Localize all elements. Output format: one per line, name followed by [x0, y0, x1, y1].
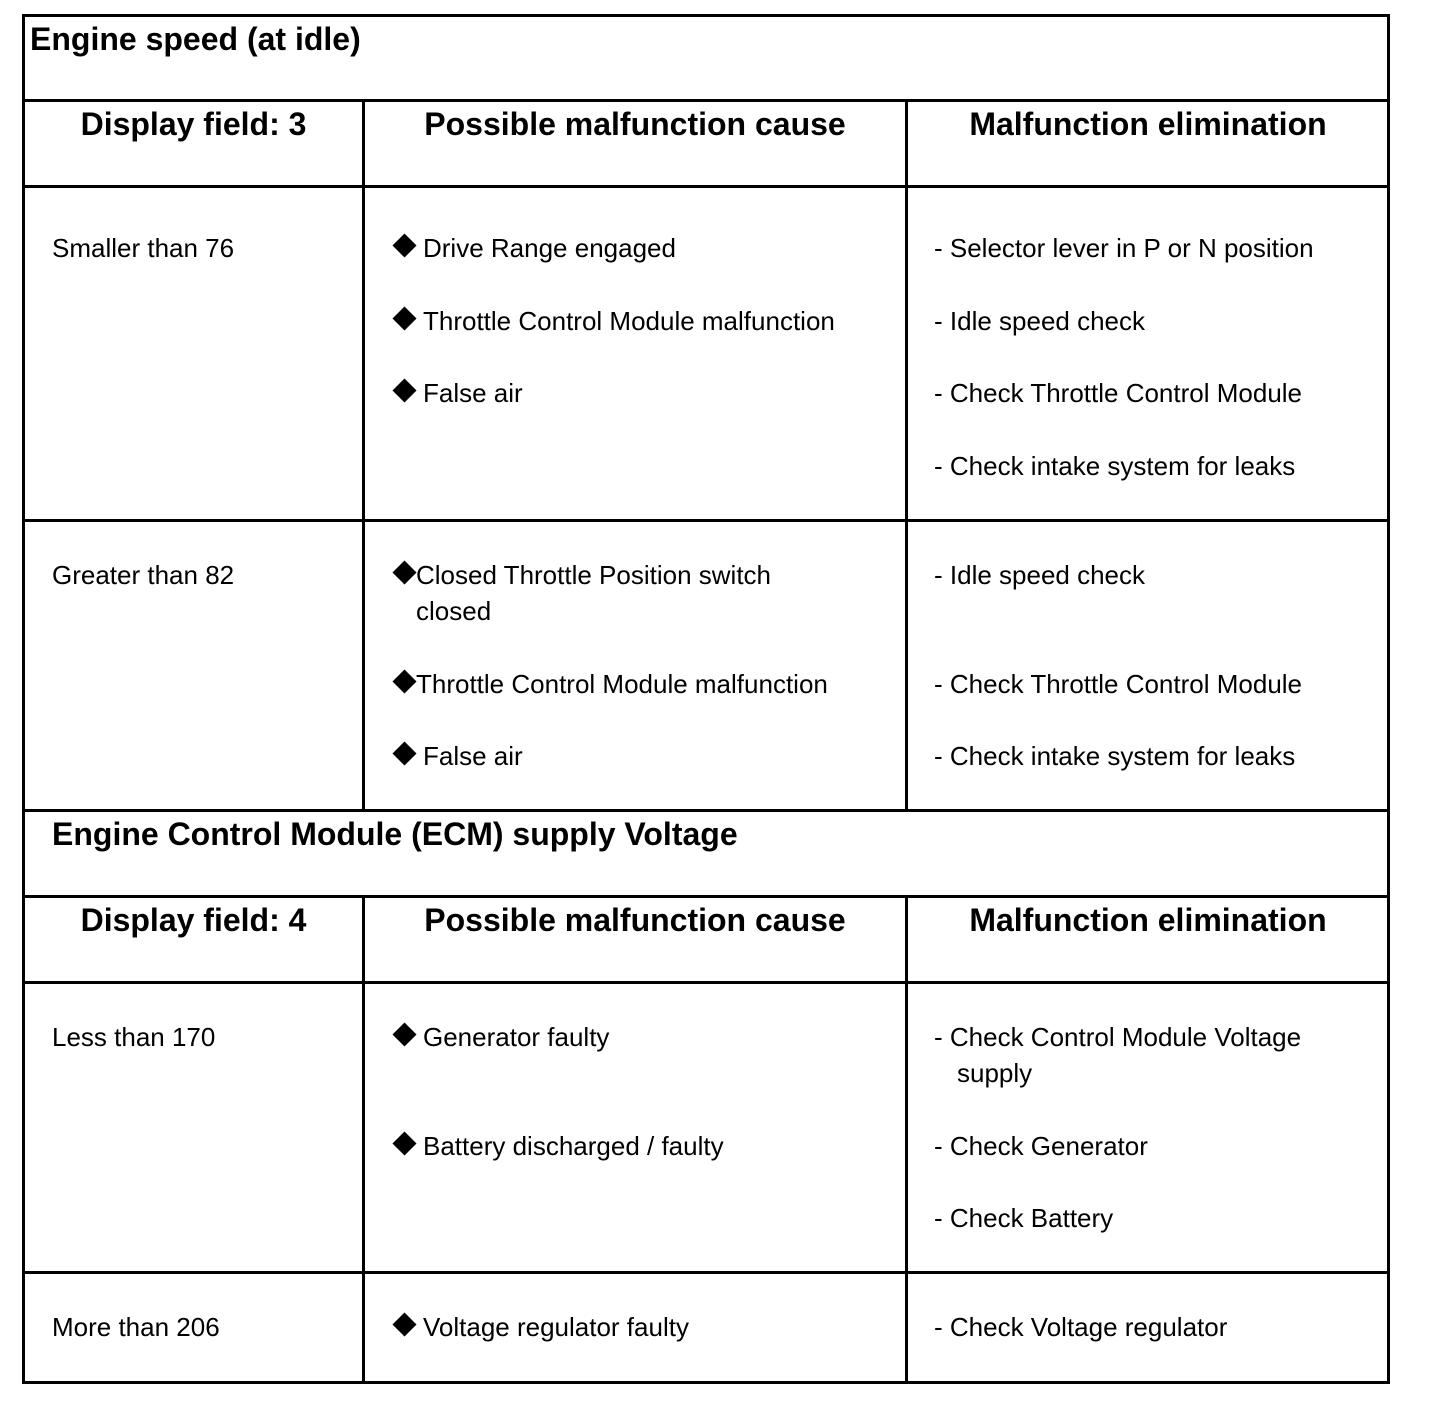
header-display-field: Display field: 3 — [80, 106, 307, 142]
elimination-item: - Check Throttle Control Module — [934, 378, 1303, 408]
column-divider — [362, 99, 365, 812]
diamond-bullet-icon — [392, 669, 416, 693]
header-cause: Possible malfunction cause — [424, 902, 846, 938]
cause-item: Throttle Control Module malfunction — [423, 306, 835, 336]
table-divider — [22, 895, 1390, 898]
column-divider — [905, 99, 908, 812]
elimination-item: - Check intake system for leaks — [934, 741, 1296, 771]
row-value: Less than 170 — [52, 1022, 216, 1052]
elimination-item: - Idle speed check — [934, 560, 1146, 590]
elimination-item: - Check Generator — [934, 1131, 1148, 1161]
table-border-left — [22, 14, 25, 1384]
table-divider — [22, 981, 1390, 984]
cause-item: Drive Range engaged — [423, 233, 676, 263]
elimination-item: - Check Control Module Voltage — [934, 1022, 1302, 1052]
table-divider — [22, 99, 1390, 102]
row-value: Greater than 82 — [52, 560, 235, 590]
header-elimination: Malfunction elimination — [969, 106, 1327, 142]
cause-item: Closed Throttle Position switch — [416, 560, 772, 590]
diamond-bullet-icon — [392, 306, 416, 330]
elimination-item: - Selector lever in P or N position — [934, 233, 1314, 263]
diamond-bullet-icon — [392, 1312, 416, 1336]
header-elimination: Malfunction elimination — [969, 902, 1327, 938]
table-border-top — [22, 14, 1390, 17]
cause-item: Battery discharged / faulty — [423, 1131, 724, 1161]
column-divider — [905, 895, 908, 1384]
cause-item: False air — [423, 741, 523, 771]
table-divider — [22, 519, 1390, 522]
cause-item-continued: closed — [416, 596, 492, 626]
diamond-bullet-icon — [392, 1022, 416, 1046]
elimination-item: - Check Throttle Control Module — [934, 669, 1303, 699]
elimination-item: - Idle speed check — [934, 306, 1146, 336]
table-border-bottom — [22, 1381, 1390, 1384]
diamond-bullet-icon — [392, 378, 416, 402]
cause-item: Voltage regulator faulty — [423, 1312, 689, 1342]
diamond-bullet-icon — [392, 741, 416, 765]
row-value: More than 206 — [52, 1312, 220, 1342]
header-cause: Possible malfunction cause — [424, 106, 846, 142]
table-divider — [22, 185, 1390, 188]
table-divider — [22, 1271, 1390, 1274]
section-title: Engine Control Module (ECM) supply Voltage — [52, 816, 738, 852]
elimination-item-continued: supply — [957, 1058, 1033, 1088]
section-title: Engine speed (at idle) — [30, 21, 361, 57]
elimination-item: - Check intake system for leaks — [934, 451, 1296, 481]
table-border-right — [1387, 14, 1390, 1384]
cause-item: False air — [423, 378, 523, 408]
cause-item: Throttle Control Module malfunction — [416, 669, 828, 699]
cause-item: Generator faulty — [423, 1022, 610, 1052]
elimination-item: - Check Battery — [934, 1203, 1114, 1233]
diamond-bullet-icon — [392, 560, 416, 584]
diamond-bullet-icon — [392, 233, 416, 257]
diamond-bullet-icon — [392, 1131, 416, 1155]
header-display-field: Display field: 4 — [80, 902, 307, 938]
row-value: Smaller than 76 — [52, 233, 235, 263]
elimination-item: - Check Voltage regulator — [934, 1312, 1228, 1342]
table-divider — [22, 809, 1390, 812]
column-divider — [362, 895, 365, 1384]
